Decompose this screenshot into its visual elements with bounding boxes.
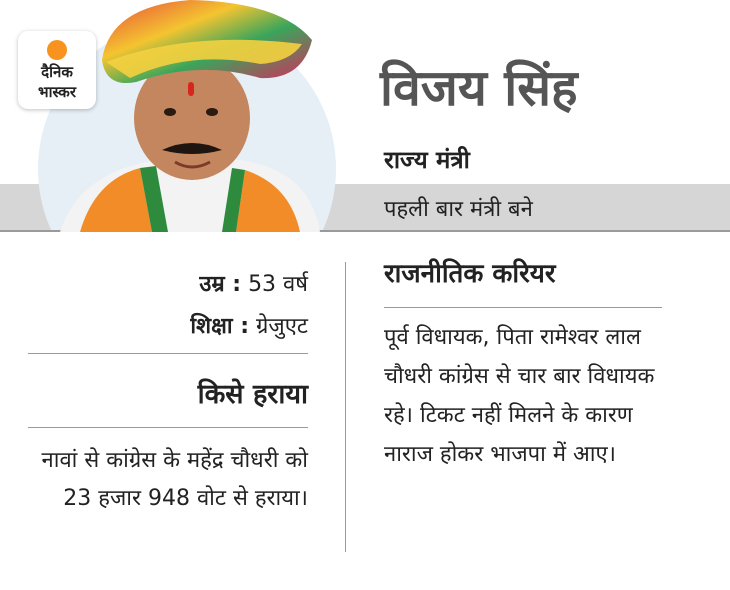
status-note: पहली बार मंत्री बने (384, 197, 533, 222)
career-heading: राजनीतिक करियर (384, 259, 556, 289)
age-value: 53 वर्ष (248, 272, 308, 297)
divider (28, 427, 308, 428)
sun-icon (47, 40, 67, 60)
dainik-bhaskar-logo (18, 31, 96, 109)
divider (384, 307, 662, 308)
education-row (190, 310, 308, 340)
age-row (199, 268, 308, 298)
person-role: राज्य मंत्री (384, 146, 470, 174)
education-value: ग्रेजुएट (256, 314, 308, 339)
age-label: उम्र : (199, 272, 242, 297)
logo-line1: दैनिक (41, 63, 73, 81)
logo-line2: भास्कर (38, 83, 76, 101)
defeated-heading: किसे हराया (197, 379, 308, 410)
defeated-text: नावां से कांग्रेस के महेंद्र चौधरी को 23 हजार 948 वोट से हराया। (41, 448, 308, 511)
education-label: शिक्षा : (190, 314, 249, 339)
person-name: विजय सिंह (380, 59, 578, 117)
divider (28, 353, 308, 354)
career-text: पूर्व विधायक, पिता रामेश्वर लाल चौधरी कांग्रेस से चार बार विधायक रहे। टिकट नहीं मिलने के कारण नाराज होकर भाजपा में आए। (384, 325, 655, 467)
column-divider (345, 262, 346, 552)
